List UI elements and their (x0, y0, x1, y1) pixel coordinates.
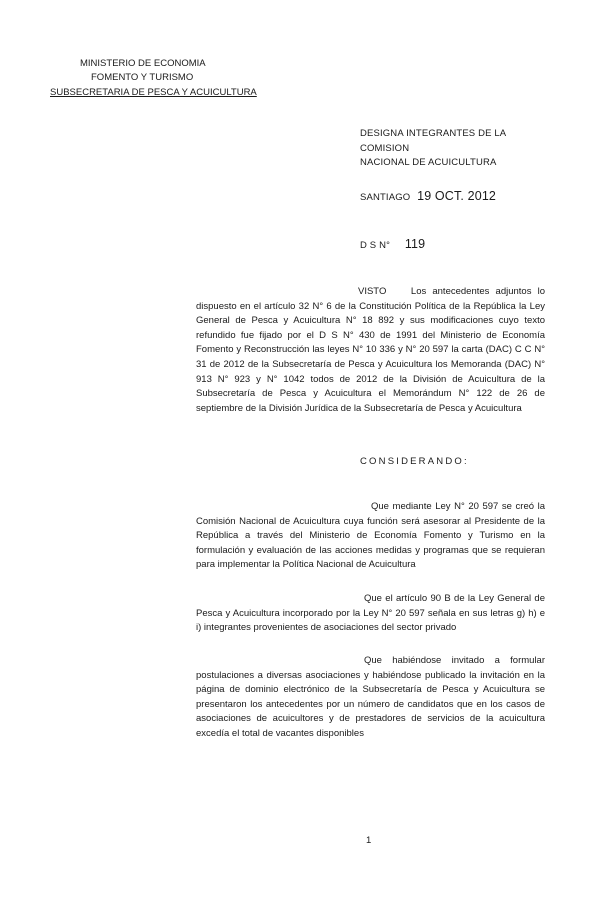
considerando-p2-text: Que el artículo 90 B de la Ley General de Pesca y Acuicultura incorporado por la Ley N° 20 597 señala en sus letras g) h) e i) integrantes provenientes de asociaciones del sector privado (196, 593, 545, 634)
visto-paragraph (196, 285, 545, 416)
visto-label: VISTO (358, 286, 387, 297)
undersecretariat-name: SUBSECRETARIA DE PESCA Y ACUICULTURA (50, 87, 257, 98)
considerando-heading: CONSIDERANDO: (360, 456, 469, 467)
considerando-paragraph-3 (196, 654, 545, 742)
date-place: SANTIAGO (360, 192, 411, 203)
decree-date (360, 189, 496, 206)
decree-subject (360, 127, 550, 171)
ministry-name: MINISTERIO DE ECONOMIA (80, 58, 206, 69)
date-value: 19 OCT. 2012 (417, 189, 497, 203)
decree-number: 119 (404, 237, 426, 251)
considerando-p3-text: Que habiéndose invitado a formular postulaciones a diversas asociaciones y habiéndose publicado la invitación en la página de dominio electrónico de la Subsecretaría de Pesca y Acuicultura se presentaron los antecedentes por un número de candidatos que en los casos de asociaciones de acuicultores y de prestadores de servicios de la acuicultura excedía el total de vacantes disponibles (196, 655, 545, 739)
considerando-p1-text: Que mediante Ley N° 20 597 se creó la Comisión Nacional de Acuicultura cuya función será asesorar al Presidente de la República a través del Ministerio de Economía Fomento y Turismo en la formulación y evaluación de las acciones medidas y programas que se requieran para implementar la Política Nacional de Acuicultura (196, 501, 545, 571)
considerando-paragraph-2 (196, 592, 545, 636)
decree-subject-line2: NACIONAL DE ACUICULTURA (360, 157, 497, 168)
decree-number-line (360, 237, 425, 254)
visto-text: Los antecedentes adjuntos lo dispuesto en el artículo 32 N° 6 de la Constitución Política de la República la Ley General de Pesca y Acuicultura N° 18 892 y sus modificaciones cuyo texto refundido fue fijado por el D S N° 430 de 1991 del Ministerio de Economía Fomento y Reconstrucción las leyes N° 10 336 y N° 20 597 la carta (DAC) C C N° 31 de 2012 de la Subsecretaría de Pesca y Acuicultura los Memoranda (DAC) N° 913 N° 923 y N° 1042 todos de 2012 de la División de Acuicultura de la Subsecretaría de Pesca y Acuicultura el Memorándum N° 122 de 26 de septiembre de la División Jurídica de la Subsecretaría de Pesca y Acuicultura (196, 286, 545, 414)
considerando-paragraph-1 (196, 500, 545, 573)
decree-label: D S N° (360, 240, 391, 251)
decree-subject-line1: DESIGNA INTEGRANTES DE LA COMISION (360, 128, 506, 154)
ministry-subtitle: FOMENTO Y TURISMO (91, 72, 194, 83)
page-number: 1 (366, 835, 372, 846)
